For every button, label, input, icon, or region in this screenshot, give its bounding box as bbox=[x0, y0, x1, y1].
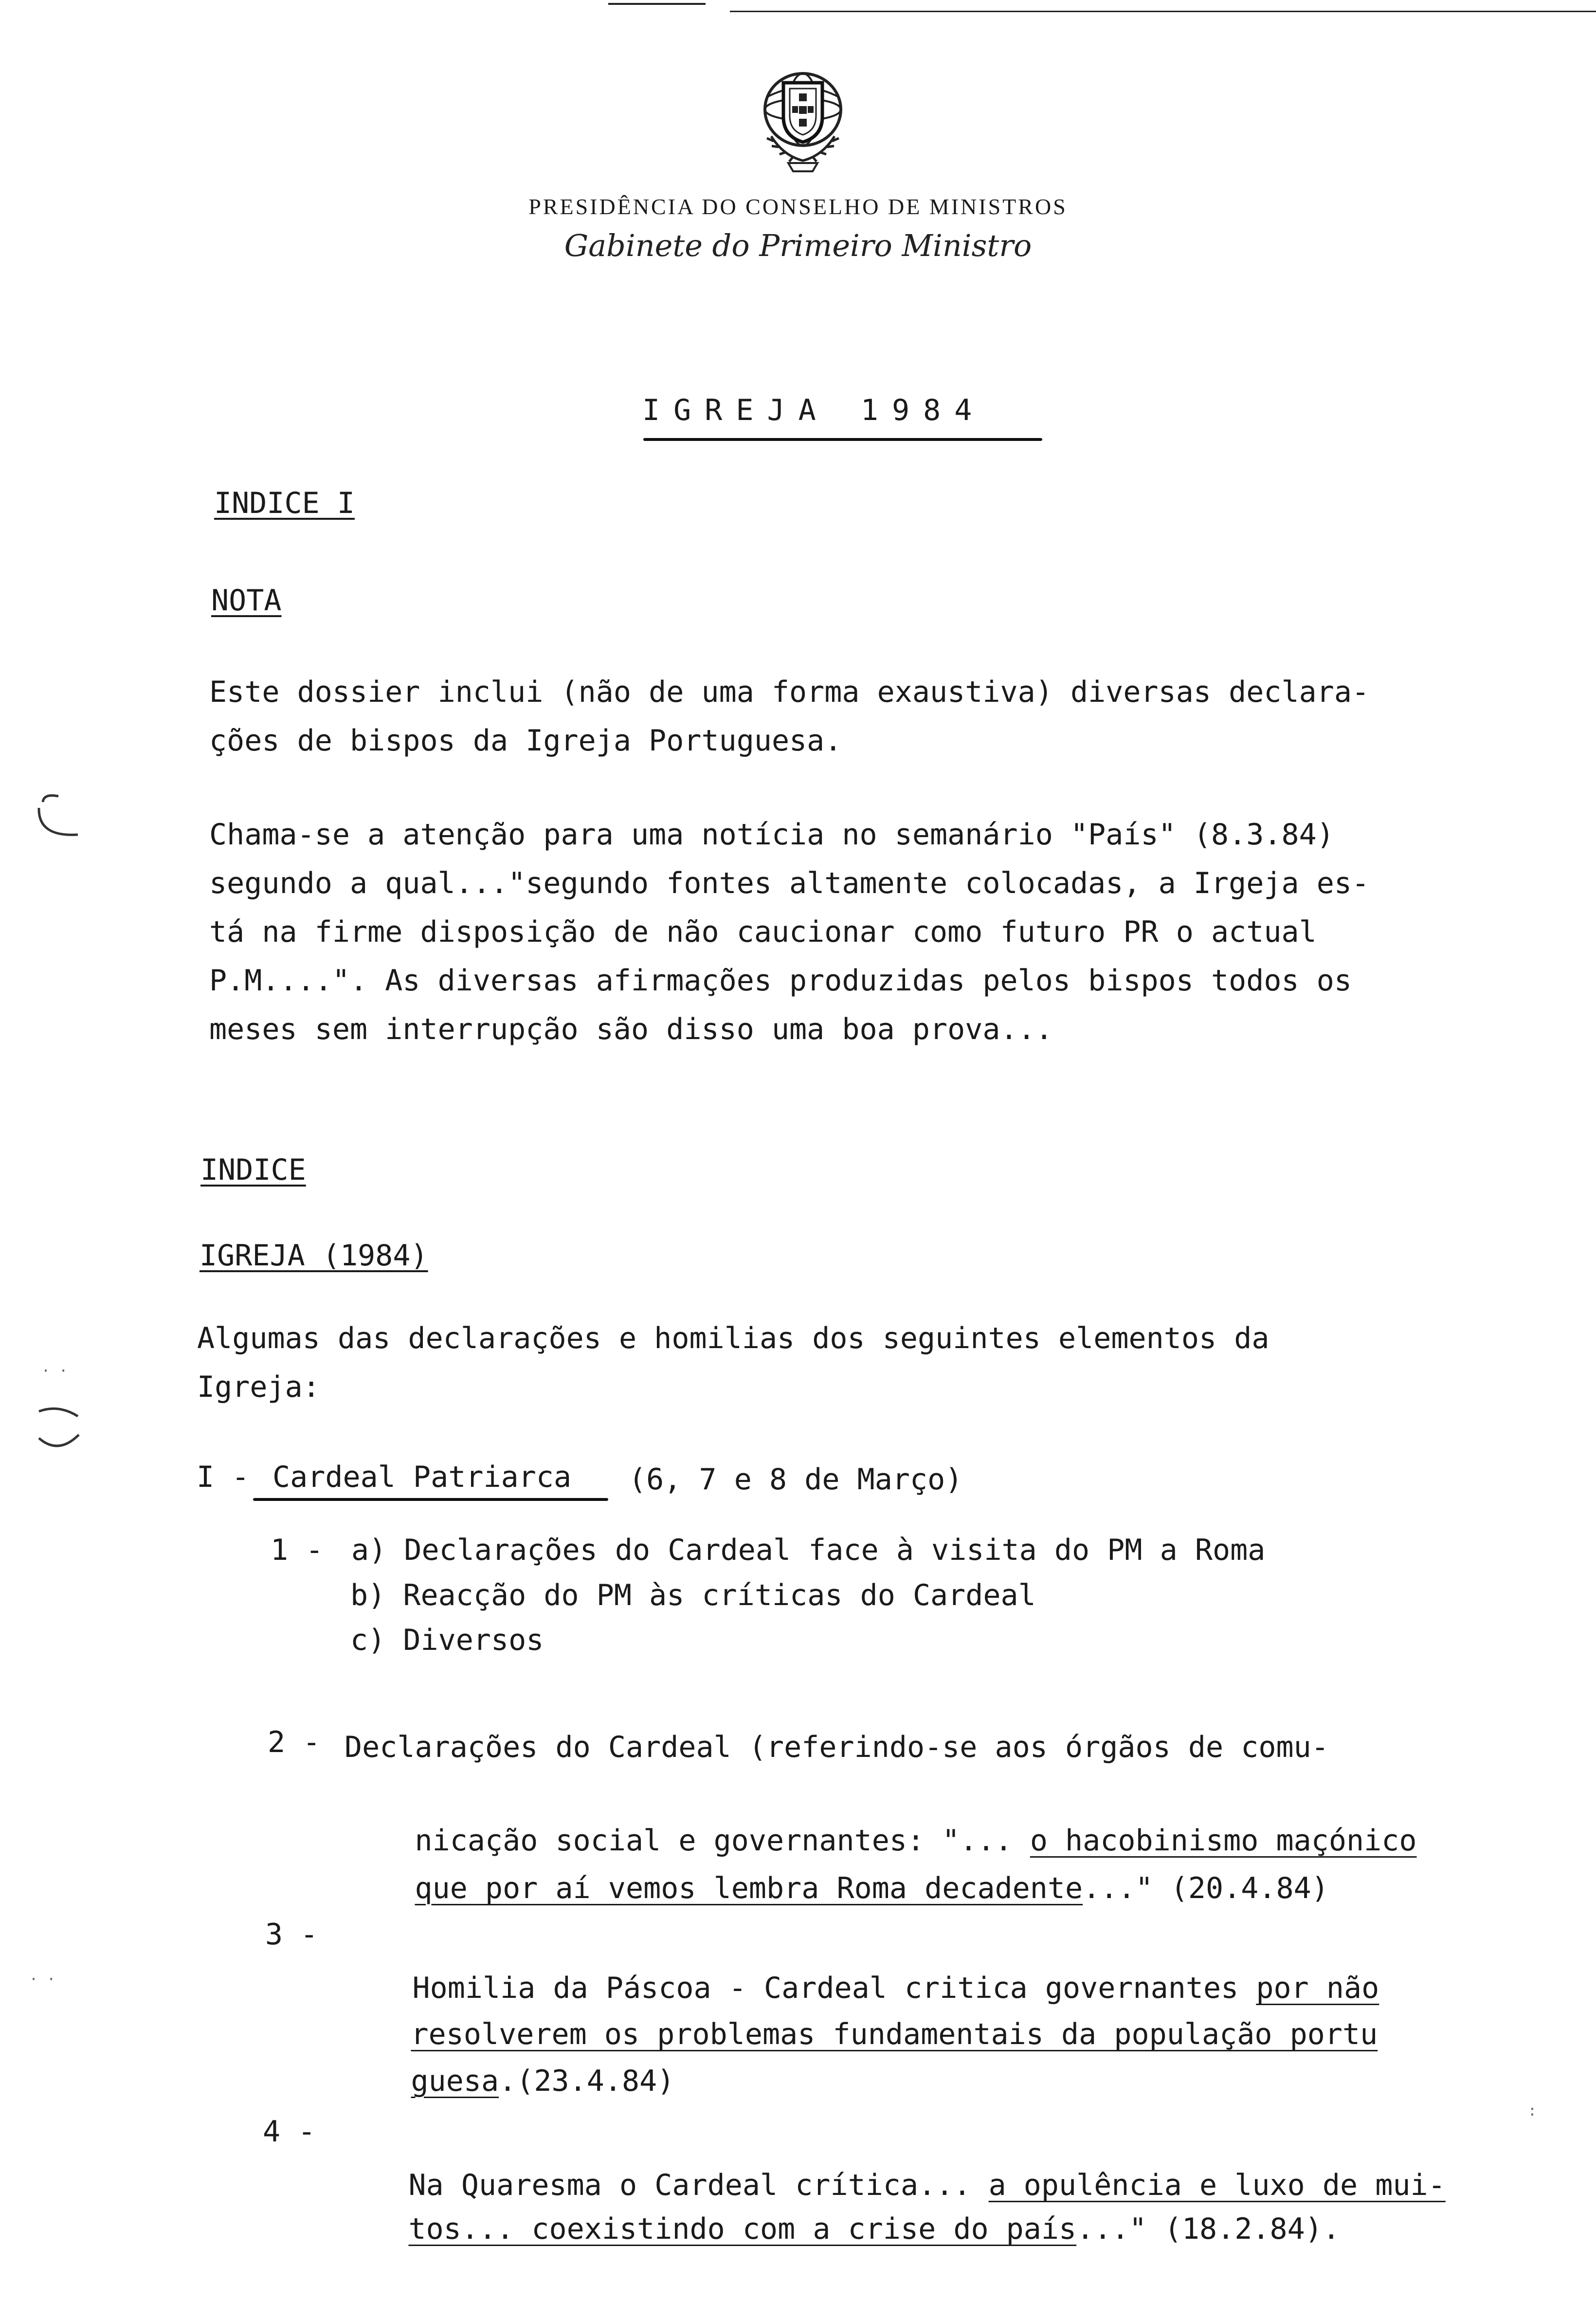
item-3-underlined-text-cont: resolverem os problemas fundamentais da população portu bbox=[411, 2017, 1378, 2051]
punch-hole-mark bbox=[24, 788, 88, 847]
item-2-underlined-quote: o hacobinismo maçónico bbox=[1030, 1824, 1417, 1858]
item-3-line-3: guesa.(23.4.84) bbox=[411, 2064, 675, 2098]
item-1-number: 1 - bbox=[271, 1533, 324, 1567]
top-rule bbox=[730, 11, 1596, 12]
scan-speckle: · · bbox=[29, 1971, 56, 1988]
item-4-line-2: tos... coexistindo com a crise do país..." (18.2.84). bbox=[408, 2212, 1341, 2246]
item-2-line-2: nicação social e governantes: "... o hacobinismo maçónico bbox=[415, 1824, 1417, 1858]
organization-name: PRESIDÊNCIA DO CONSELHO DE MINISTROS bbox=[528, 194, 1068, 219]
item-3-line-1: Homilia da Páscoa - Cardeal critica governantes por não bbox=[412, 1971, 1379, 2005]
scan-speckle: : bbox=[1528, 2102, 1537, 2119]
item-1-b: b) Reacção do PM às críticas do Cardeal bbox=[350, 1578, 1036, 1612]
section-dates: (6, 7 e 8 de Março) bbox=[629, 1462, 963, 1497]
coat-of-arms-icon bbox=[744, 63, 861, 175]
document-title: IGREJA 1984 bbox=[642, 393, 986, 427]
item-2-line-1: Declarações do Cardeal (referindo-se aos órgãos de comu- bbox=[345, 1730, 1329, 1764]
office-name: Gabinete do Primeiro Ministro bbox=[564, 228, 1032, 263]
nota-paragraph-2: Chama-se a atenção para uma notícia no semanário "País" (8.3.84) segundo a qual..."segundo fontes altamente colocadas, a Irgeja es- tá na firme disposição de não caucionar como futuro PR o actual P.M....". As diversas afirmações produzidas pelos bispos todos os meses sem interrupção são disso uma boa prova... bbox=[209, 818, 1370, 1046]
item-3-underlined-text-end: guesa bbox=[411, 2064, 499, 2098]
index-intro: Algumas das declarações e homilias dos seguintes elementos da Igreja: bbox=[197, 1321, 1270, 1404]
index-one-heading: INDICE I bbox=[214, 486, 355, 520]
item-2-underlined-quote-cont: que por aí vemos lembra Roma decadente bbox=[415, 1871, 1083, 1905]
section-number: I - bbox=[197, 1460, 250, 1494]
index-subtitle: IGREJA (1984) bbox=[200, 1239, 428, 1273]
scan-speckle: · · bbox=[41, 1363, 68, 1380]
title-underline bbox=[643, 438, 1042, 441]
item-3-number: 3 - bbox=[265, 1918, 318, 1952]
item-4-line-1: Na Quaresma o Cardeal crítica... a opulência e luxo de mui- bbox=[408, 2168, 1446, 2202]
item-2-number: 2 - bbox=[268, 1725, 321, 1759]
item-4-number: 4 - bbox=[263, 2115, 316, 2149]
section-name-underline bbox=[253, 1498, 608, 1501]
nota-paragraph-1: Este dossier inclui (não de uma forma exaustiva) diversas declara- ções de bispos da Igreja Portuguesa. bbox=[209, 675, 1370, 758]
item-4-underlined-text: a opulência e luxo de mui- bbox=[988, 2168, 1446, 2202]
nota-heading: NOTA bbox=[211, 584, 282, 618]
punch-hole-mark bbox=[24, 1402, 88, 1460]
index-heading: INDICE bbox=[200, 1153, 306, 1187]
item-3-underlined-text: por não bbox=[1256, 1971, 1379, 2005]
item-1-c: c) Diversos bbox=[350, 1623, 544, 1657]
item-4-underlined-text-cont: tos... coexistindo com a crise do país bbox=[408, 2212, 1077, 2246]
item-1-a: a) Declarações do Cardeal face à visita do PM a Roma bbox=[351, 1533, 1266, 1567]
item-2-line-3: que por aí vemos lembra Roma decadente..." (20.4.84) bbox=[415, 1871, 1329, 1905]
top-rule bbox=[608, 3, 706, 5]
section-name: Cardeal Patriarca bbox=[272, 1460, 572, 1494]
